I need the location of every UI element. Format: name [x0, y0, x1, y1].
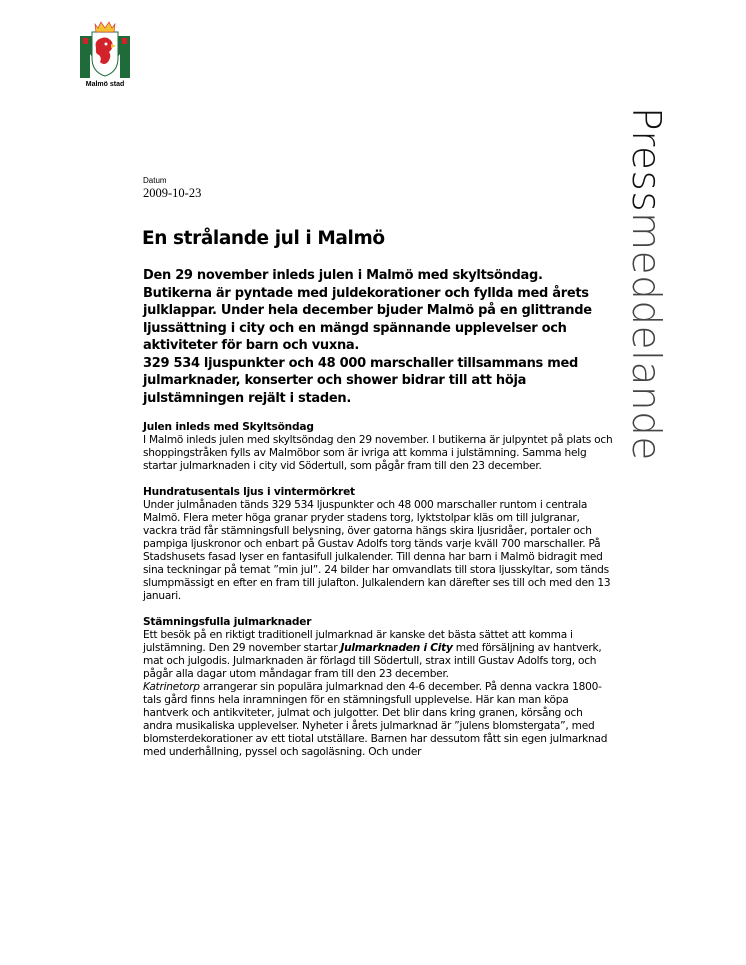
- section-ljus: [143, 486, 613, 603]
- text-run: arrangerar sin populära julmarknad den 4-6 december. På denna vackra 1800-tals gård finns hela inramningen för en stämningsfull upplevelse. Här kan man köpa hantverk och antikviteter, julmat och julgotter. Det blir dans kring granen, körsång och andra musikaliska upplevelser. Nyheter i årets julmarknad är ”julens blomstergata”, med blomsterdekorationer av ett tiotal utställare. Barnen har dessutom fått sin egen julmarknad med underhållning, pyssel och sagoläsning. Och under: [143, 681, 608, 758]
- logo-caption: Malmö stad: [85, 81, 125, 88]
- date-value: 2009-10-23: [143, 186, 202, 200]
- section-heading: Julen inleds med Skyltsöndag: [143, 421, 314, 433]
- katrinetorp-link[interactable]: Katrinetorp: [143, 681, 200, 693]
- logo-left-accent: [83, 38, 88, 44]
- date-label: Datum: [143, 176, 167, 185]
- section-julmarknader: [143, 616, 613, 759]
- section-heading: Hundratusentals ljus i vintermörkret: [143, 486, 355, 498]
- vertical-title-meddelande: meddelande: [623, 212, 668, 461]
- text-run: Ett besök på en riktigt traditionell julmarknad är kanske det bästa sättet att komma i julstämning. Den 29 november startar: [143, 629, 573, 654]
- section-heading: Stämningsfulla julmarknader: [143, 616, 312, 628]
- headline: En strålande jul i Malmö: [142, 228, 385, 249]
- section-text: [143, 629, 613, 681]
- section-text: [143, 681, 613, 759]
- section-skyltsondag: [143, 421, 613, 473]
- text-run: med försäljning av hantverk, mat och julgodis. Julmarknaden är förlagd till Södertull, strax intill Gustav Adolfs torg, och pågår alla dagar utom måndagar fram till den 23 december.: [143, 642, 602, 680]
- lead-text-1: Den 29 november inleds julen i Malmö med skyltsöndag. Butikerna är pyntade med juldekorationer och fyllda med årets julklappar. Under hela december bjuder Malmö på en glittrande ljussättning i city och en mängd spännande upplevelser och aktiviteter för barn och vuxna.: [143, 268, 592, 353]
- malmo-stad-logo: [78, 18, 132, 90]
- section-text: I Malmö inleds julen med skyltsöndag den 29 november. I butikerna är julpyntet på plats och shoppingstråken fylls av Malmöbor som är ivriga att komma i julstämning. Samma helg startar julmarknaden i city vid Södertull, som pågår fram till den 23 december.: [143, 434, 613, 472]
- julmarknaden-i-city-link[interactable]: Julmarknaden i City: [340, 642, 453, 654]
- lead-text-2: 329 534 ljuspunkter och 48 000 marschaller tillsammans med julmarknader, konserter och shower bidrar till att höja julstämningen rejält i staden.: [143, 355, 578, 406]
- logo-right-accent: [122, 38, 127, 44]
- lead-paragraph: [143, 267, 613, 407]
- logo-crown: [95, 22, 115, 32]
- vertical-press-title: [623, 107, 668, 461]
- logo-griffin-eye: [105, 43, 108, 46]
- article-body: [143, 421, 613, 772]
- section-text: Under julmånaden tänds 329 534 ljuspunkter och 48 000 marschaller runtom i centrala Malmö. Flera meter höga granar pryder stadens torg, lyktstolpar kläs om till julgranar, vackra träd får stämningsfull belysning, över gatorna hängs skira ljusridåer, portaler och pampiga ljuskronor och enbart på Gustav Adolfs torg tänds varje kväll 700 marschaller. På Stadshusets fasad lyser en fantasifull julkalender. Till denna har barn i Malmö bidragit med sina teckningar på temat ”min jul”. 24 bilder har omvandlats till stora ljusskyltar, som tänds slumpmässigt en efter en fram till julafton. Julkalendern kan därefter ses till och med den 13 januari.: [143, 499, 611, 602]
- vertical-title-press: Press: [623, 107, 668, 213]
